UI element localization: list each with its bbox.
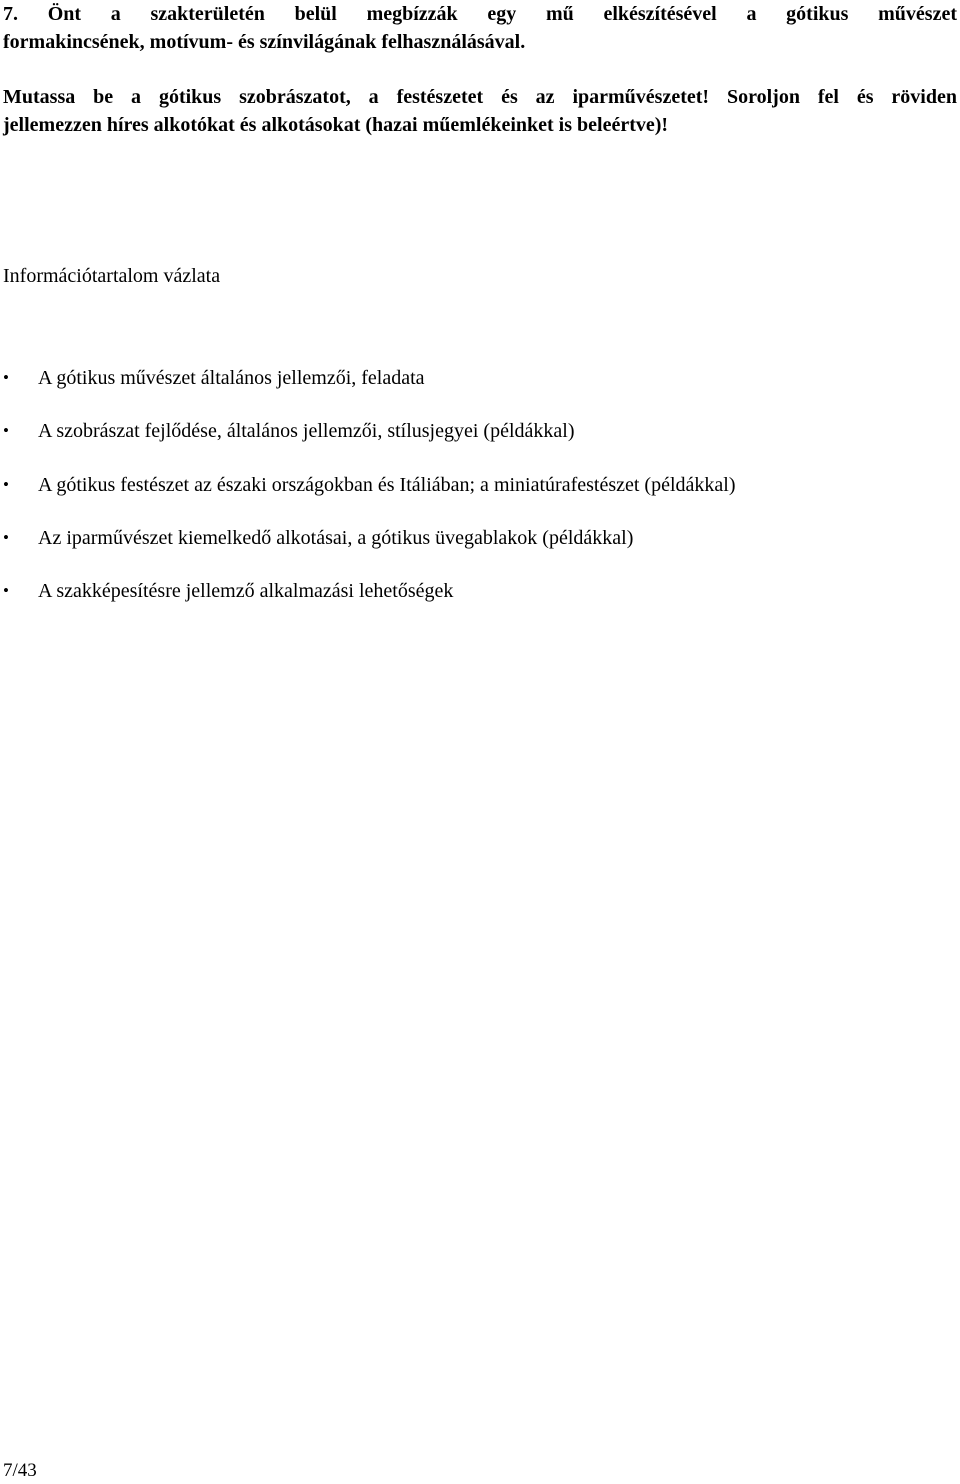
outline-item: [0, 524, 940, 552]
task-text-line-2: formakincsének, motívum- és színvilágának felhasználásával.: [3, 31, 526, 53]
task-text-line-4: jellemezzen híres alkotókat és alkotásokat (hazai műemlékeinket is beleértve)!: [3, 114, 669, 136]
bullet-icon: •: [3, 581, 9, 600]
outline-item: [0, 577, 940, 605]
outline-item: [0, 364, 940, 392]
outline-item-text: A szobrászat fejlődése, általános jellemzői, stílusjegyei (példákkal): [38, 420, 575, 442]
outline-item-text: A gótikus művészet általános jellemzői, feladata: [38, 367, 425, 389]
outline-item-text: A gótikus festészet az északi országokban és Itáliában; a miniatúrafestészet (példákkal): [38, 474, 736, 496]
bullet-icon: •: [3, 528, 9, 547]
bullet-icon: •: [3, 368, 9, 387]
task-text-line-3: Mutassa be a gótikus szobrászatot, a festészetet és az iparművészetet! Soroljon fel és röviden: [3, 86, 957, 108]
outline-item-text: Az iparművészet kiemelkedő alkotásai, a gótikus üvegablakok (példákkal): [38, 527, 634, 549]
outline-item: [0, 471, 940, 499]
outline-item: [0, 417, 940, 445]
bullet-icon: •: [3, 421, 9, 440]
outline-item-text: A szakképesítésre jellemző alkalmazási lehetőségek: [38, 580, 454, 602]
task-text-line-1: 7. Önt a szakterületén belül megbízzák egy mű elkészítésével a gótikus művészet: [3, 3, 957, 25]
outline-heading: Információtartalom vázlata: [3, 265, 221, 287]
bullet-icon: •: [3, 475, 9, 494]
page-number: 7/43: [3, 1460, 37, 1481]
